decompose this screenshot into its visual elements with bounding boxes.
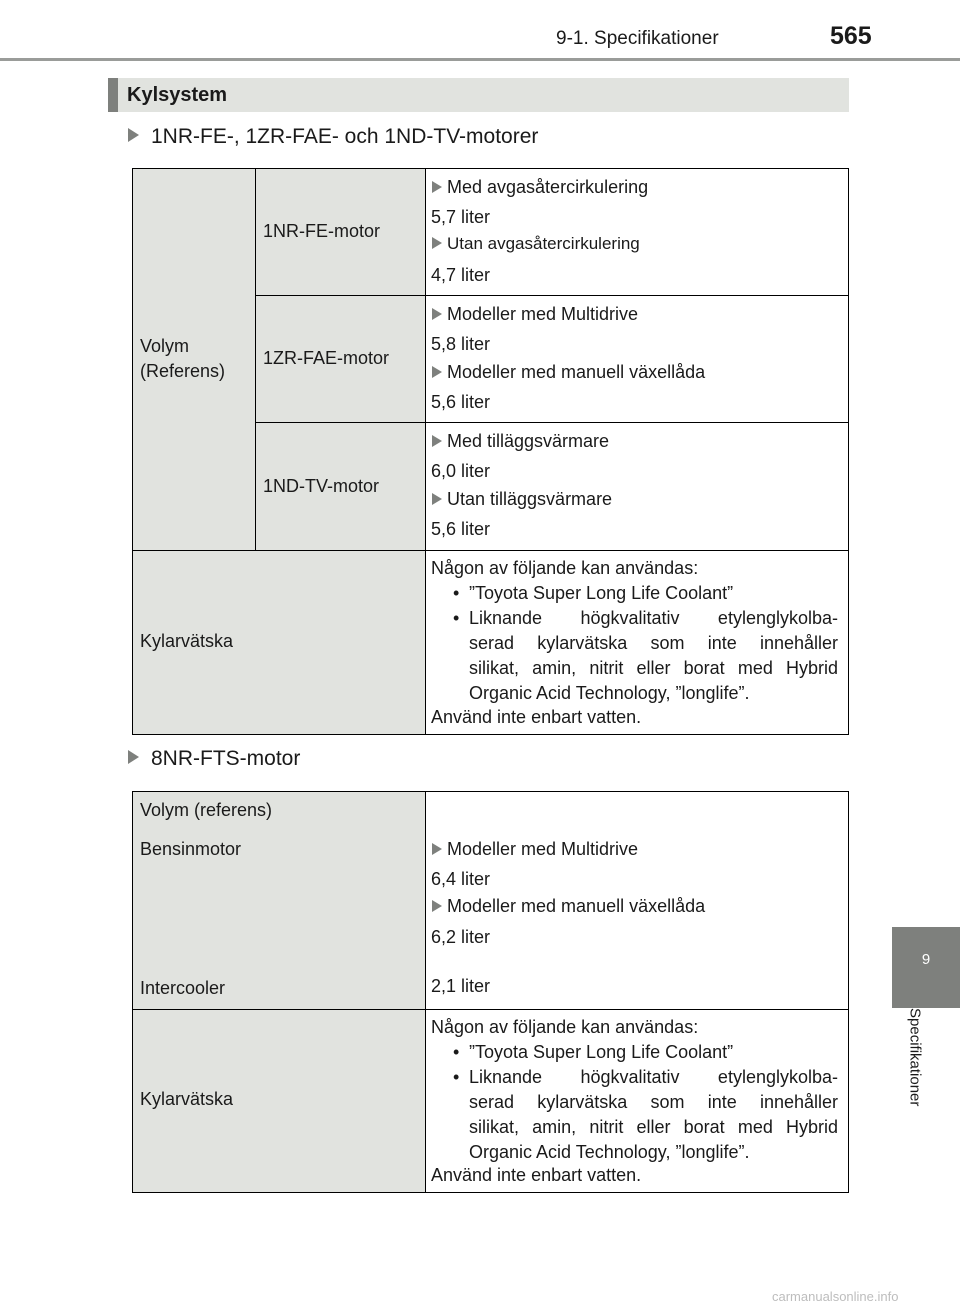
coolant-outro-2: Använd inte enbart vatten.	[431, 1165, 642, 1185]
value-1nd-b: 5,6 liter	[431, 519, 491, 539]
value-option-1zr-a	[432, 304, 638, 325]
intercooler-label: Intercooler	[140, 978, 226, 998]
coolant-intro-2: Någon av följande kan användas:	[431, 1017, 699, 1037]
triangle-bullet-icon	[432, 181, 442, 193]
volume-label-line1: Volym	[140, 336, 190, 356]
running-header-section: 9-1. Specifikationer	[556, 28, 719, 49]
triangle-bullet-icon	[432, 237, 442, 249]
value-option-8nr-b	[432, 896, 705, 917]
value-option-8nr-a	[432, 839, 638, 860]
value-1nr-b: 4,7 liter	[431, 265, 491, 285]
subheading-8nr-text: 8NR-FTS-motor	[151, 747, 301, 770]
coolant-bullet2-line3: silikat, amin, nitrit eller borat med Hybrid	[469, 658, 838, 678]
bullet-dot: •	[453, 1042, 460, 1062]
value-1zr-b: 5,6 liter	[431, 392, 491, 412]
coolant-bullet1-1: ”Toyota Super Long Life Coolant”	[469, 583, 734, 603]
triangle-bullet-icon	[432, 366, 442, 378]
coolant-bullet1-2: ”Toyota Super Long Life Coolant”	[469, 1042, 734, 1062]
section-title-accent	[108, 78, 118, 112]
chapter-label: Specifikationer	[906, 1008, 924, 1107]
volume-label-cell-2	[132, 791, 425, 1009]
value-1nr-a: 5,7 liter	[431, 207, 491, 227]
chapter-label-wrap	[892, 1008, 938, 1188]
triangle-bullet-icon	[432, 493, 442, 505]
coolant2-bullet2-line4: Organic Acid Technology, ”longlife”.	[469, 1142, 750, 1162]
option-text: Modeller med Multidrive	[447, 839, 639, 859]
page-number: 565	[830, 22, 872, 50]
bullet-dot: •	[453, 583, 460, 603]
subheading-engines-text: 1NR-FE-, 1ZR-FAE- och 1ND-TV-motorer	[151, 125, 539, 148]
value-option-1zr-b	[432, 362, 705, 383]
subheading-8nr	[128, 747, 300, 771]
coolant2-bullet2-line2: serad kylarvätska som inte innehåller	[469, 1092, 838, 1112]
triangle-bullet-icon	[128, 128, 139, 142]
value-1zr-a: 5,8 liter	[431, 334, 491, 354]
option-text: Modeller med Multidrive	[447, 304, 639, 324]
triangle-bullet-icon	[432, 900, 442, 912]
coolant-label-1: Kylarvätska	[140, 631, 234, 651]
watermark: carmanualsonline.info	[772, 1289, 899, 1304]
coolant-outro-1: Använd inte enbart vatten.	[431, 707, 642, 727]
engine-name-1zr: 1ZR-FAE-motor	[263, 348, 390, 368]
option-text: Modeller med manuell växellåda	[447, 896, 706, 916]
volume-label-2: Volym (referens)	[140, 800, 273, 820]
coolant-label-2: Kylarvätska	[140, 1089, 234, 1109]
chapter-number: 9	[921, 951, 931, 968]
option-text: Med tilläggsvärmare	[447, 431, 610, 451]
option-text: Utan avgasåtercirkulering	[447, 234, 640, 253]
value-option-1nr-a	[432, 177, 648, 198]
value-option-1nd-b	[432, 489, 612, 510]
engine-name-1nr: 1NR-FE-motor	[263, 221, 381, 241]
option-text: Utan tilläggsvärmare	[447, 489, 613, 509]
option-text: Med avgasåtercirkulering	[447, 177, 649, 197]
bullet-dot: •	[453, 1067, 460, 1087]
header-divider	[0, 58, 960, 61]
triangle-bullet-icon	[432, 435, 442, 447]
value-1nd-a: 6,0 liter	[431, 461, 491, 481]
volume-label-line2: (Referens)	[140, 361, 226, 381]
chapter-tab	[892, 927, 960, 1008]
coolant-bullet2-line2: serad kylarvätska som inte innehåller	[469, 633, 838, 653]
value-option-1nd-a	[432, 431, 609, 452]
subheading-engines	[128, 125, 538, 149]
volume-label-cell	[132, 168, 255, 550]
triangle-bullet-icon	[128, 750, 139, 764]
triangle-bullet-icon	[432, 843, 442, 855]
value-8nr-a: 6,4 liter	[431, 869, 491, 889]
coolant2-bullet2-line1: Liknande högkvalitativ etylenglykolba-	[469, 1067, 838, 1087]
triangle-bullet-icon	[432, 308, 442, 320]
engine-name-1nd: 1ND-TV-motor	[263, 476, 380, 496]
coolant-bullet2-line4: Organic Acid Technology, ”longlife”.	[469, 683, 750, 703]
bullet-dot: •	[453, 608, 460, 628]
value-option-1nr-b	[432, 234, 640, 254]
petrol-engine-label: Bensinmotor	[140, 839, 242, 859]
coolant2-bullet2-line3: silikat, amin, nitrit eller borat med Hybrid	[469, 1117, 838, 1137]
intercooler-value: 2,1 liter	[431, 976, 491, 996]
value-8nr-b: 6,2 liter	[431, 927, 491, 947]
section-title: Kylsystem	[127, 84, 228, 106]
option-text: Modeller med manuell växellåda	[447, 362, 706, 382]
coolant-intro-1: Någon av följande kan användas:	[431, 558, 699, 578]
coolant-bullet2-line1: Liknande högkvalitativ etylenglykolba-	[469, 608, 838, 628]
